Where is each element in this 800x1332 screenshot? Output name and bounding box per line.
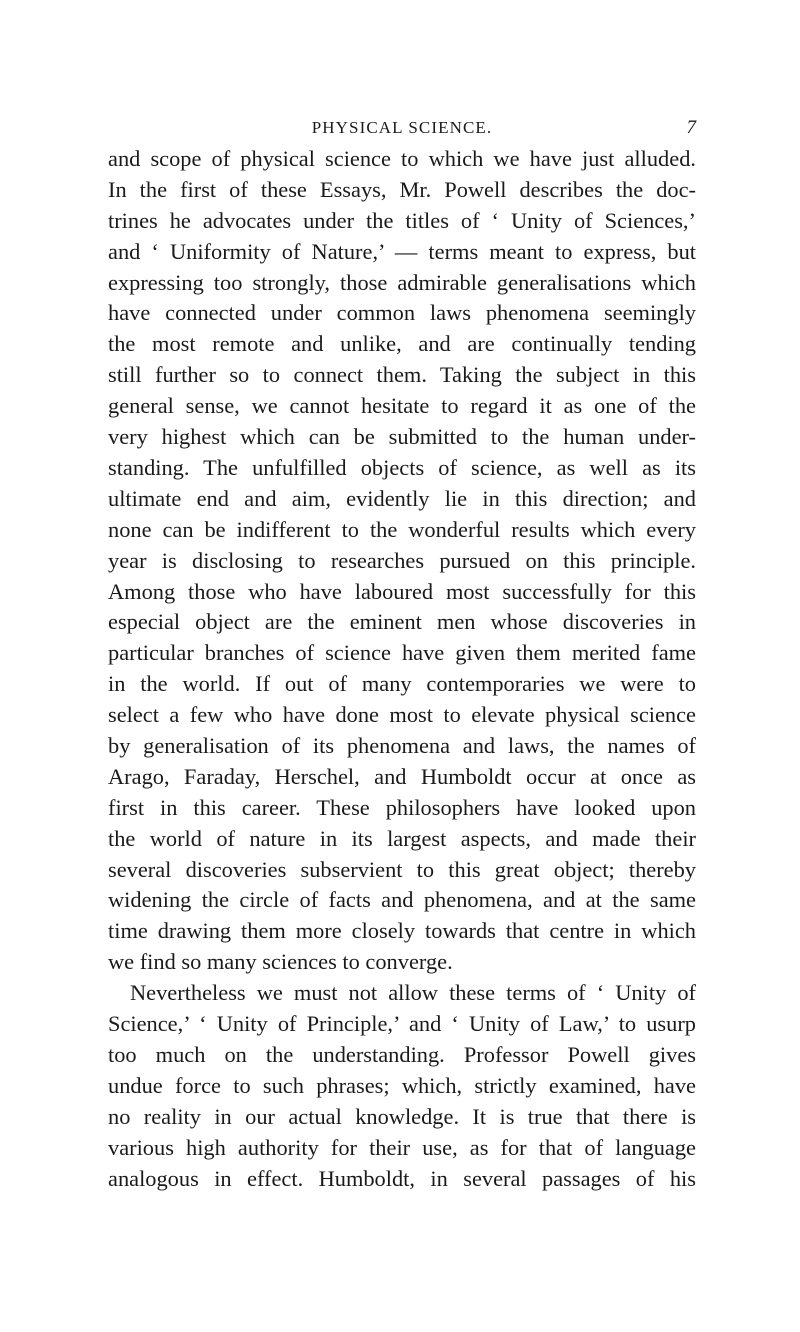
text-line: too much on the understanding. Professor Powell gives	[108, 1042, 696, 1067]
text-line: the most remote and unlike, and are continually tending	[108, 331, 696, 356]
text-line: standing. The unfulfilled objects of science, as well as its	[108, 455, 696, 480]
text-line: particular branches of science have given them merited fame	[108, 640, 696, 665]
text-line: in the world. If out of many contemporaries we were to	[108, 671, 696, 696]
text-line: first in this career. These philosophers have looked upon	[108, 795, 696, 820]
page-number: 7	[686, 117, 696, 138]
text-line: no reality in our actual knowledge. It is true that there is	[108, 1104, 696, 1129]
text-line: none can be indifferent to the wonderful results which every	[108, 517, 696, 542]
text-line: trines he advocates under the titles of ‘ Unity of Sciences,’	[108, 208, 696, 233]
text-line: select a few who have done most to elevate physical science	[108, 702, 696, 727]
text-line: especial object are the eminent men whose discoveries in	[108, 609, 696, 634]
text-line: expressing too strongly, those admirable generalisations which	[108, 270, 696, 295]
text-line-paragraph-end: we find so many sciences to converge.	[108, 949, 453, 974]
text-line: year is disclosing to researches pursued on this principle.	[108, 548, 696, 573]
text-line: by generalisation of its phenomena and laws, the names of	[108, 733, 696, 758]
text-line: and scope of physical science to which we have just alluded.	[108, 146, 696, 171]
text-line: Arago, Faraday, Herschel, and Humboldt occur at once as	[108, 764, 696, 789]
running-header	[108, 116, 696, 140]
text-line: time drawing them more closely towards that centre in which	[108, 918, 696, 943]
text-line: ultimate end and aim, evidently lie in this direction; and	[108, 486, 696, 511]
running-title: PHYSICAL SCIENCE.	[311, 118, 493, 137]
text-line: Science,’ ‘ Unity of Principle,’ and ‘ Unity of Law,’ to usurp	[108, 1011, 696, 1036]
text-line: very highest which can be submitted to the human under-	[108, 424, 696, 449]
text-line-paragraph-start: Nevertheless we must not allow these terms of ‘ Unity of	[130, 980, 696, 1005]
text-line: Among those who have laboured most successfully for this	[108, 579, 696, 604]
text-line: still further so to connect them. Taking the subject in this	[108, 362, 696, 387]
text-line: undue force to such phrases; which, strictly examined, have	[108, 1073, 696, 1098]
text-line: several discoveries subservient to this great object; thereby	[108, 857, 696, 882]
text-line: various high authority for their use, as for that of language	[108, 1135, 696, 1160]
text-line: In the first of these Essays, Mr. Powell describes the doc-	[108, 177, 696, 202]
text-line: analogous in effect. Humboldt, in several passages of his	[108, 1166, 696, 1191]
text-line: widening the circle of facts and phenomena, and at the same	[108, 887, 696, 912]
text-line: the world of nature in its largest aspects, and made their	[108, 826, 696, 851]
text-line: and ‘ Uniformity of Nature,’ — terms meant to express, but	[108, 239, 696, 264]
text-line: have connected under common laws phenomena seemingly	[108, 300, 696, 325]
text-line: general sense, we cannot hesitate to regard it as one of the	[108, 393, 696, 418]
